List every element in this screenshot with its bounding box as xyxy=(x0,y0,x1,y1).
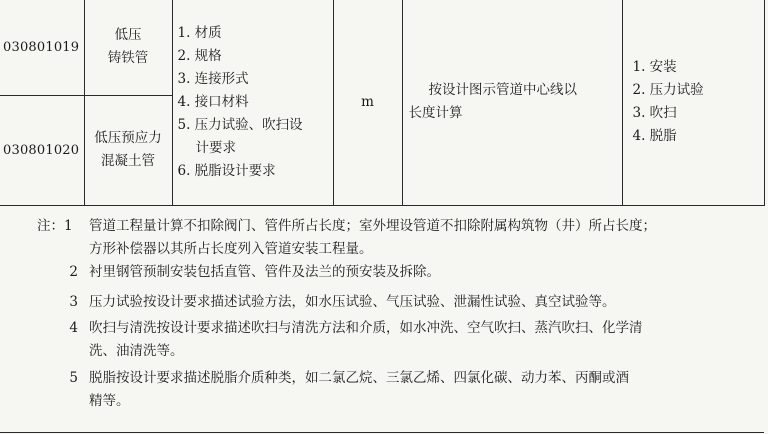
item-features xyxy=(172,0,333,205)
quantity-rule xyxy=(402,0,622,205)
item-name-line: 低压预应力 xyxy=(94,130,162,146)
note-line: 脱脂按设计要求描述脱脂介质种类，如二氯乙烷、三氯乙烯、四氯化碳、动力苯、丙酮或酒 xyxy=(89,370,629,386)
note-line: 压力试验按设计要求描述试验方法，如水压试验、气压试验、泄漏性试验、真空试验等。 xyxy=(89,294,616,310)
feature-line: 4. 接口材料 xyxy=(177,93,249,110)
note-text xyxy=(89,215,757,261)
item-code: 030801020 xyxy=(0,95,84,205)
note-line: 方形补偿器以其所占长度列入管道安装工程量。 xyxy=(89,241,373,257)
note-number: 3 xyxy=(69,294,78,310)
note-number: 4 xyxy=(69,320,78,336)
note-text xyxy=(89,317,757,363)
spec-table xyxy=(0,0,765,206)
feature-line: 5. 压力试验、吹扫设 xyxy=(177,116,303,133)
note-text xyxy=(89,261,757,284)
note-label: 注： xyxy=(37,218,64,234)
note-line: 衬里钢管预制安装包括直管、管件及法兰的预安装及拆除。 xyxy=(89,264,440,280)
item-code: 030801019 xyxy=(0,0,84,95)
note-number: 2 xyxy=(69,264,78,280)
feature-line: 6. 脱脂设计要求 xyxy=(177,162,276,179)
table-row xyxy=(0,0,764,95)
rule-line: 长度计算 xyxy=(408,105,463,122)
item-name-line: 低压 xyxy=(114,27,142,44)
note-line: 精等。 xyxy=(89,393,130,409)
feature-line: 2. 规格 xyxy=(177,47,222,64)
work-line: 3. 吹扫 xyxy=(632,105,677,122)
unit-of-measure: m xyxy=(333,0,402,205)
item-name xyxy=(84,0,172,95)
work-content xyxy=(622,0,764,205)
note-number: 5 xyxy=(69,370,78,386)
feature-line: 3. 连接形式 xyxy=(177,70,249,87)
note-number: 1 xyxy=(64,218,73,234)
item-name-line: 混凝土管 xyxy=(101,153,155,169)
note-text xyxy=(89,291,757,314)
feature-line: 1. 材质 xyxy=(177,24,222,41)
work-line: 1. 安装 xyxy=(632,59,677,76)
work-line: 4. 脱脂 xyxy=(632,128,677,145)
note-line: 洗、油清洗等。 xyxy=(89,343,184,359)
rule-line: 按设计图示管道中心线以 xyxy=(428,82,577,99)
note-text xyxy=(89,367,757,413)
item-name xyxy=(84,95,172,205)
notes-section xyxy=(0,205,764,433)
work-line: 2. 压力试验 xyxy=(632,82,704,99)
feature-line: 计要求 xyxy=(195,139,236,156)
note-line: 吹扫与清洗按设计要求描述吹扫与清洗方法和介质，如水冲洗、空气吹扫、蒸汽吹扫、化学清 xyxy=(89,320,643,336)
note-line: 管道工程量计算不扣除阀门、管件所占长度；室外埋设管道不扣除附属构筑物（井）所占长度； xyxy=(89,218,656,234)
item-name-line: 铸铁管 xyxy=(107,50,149,67)
